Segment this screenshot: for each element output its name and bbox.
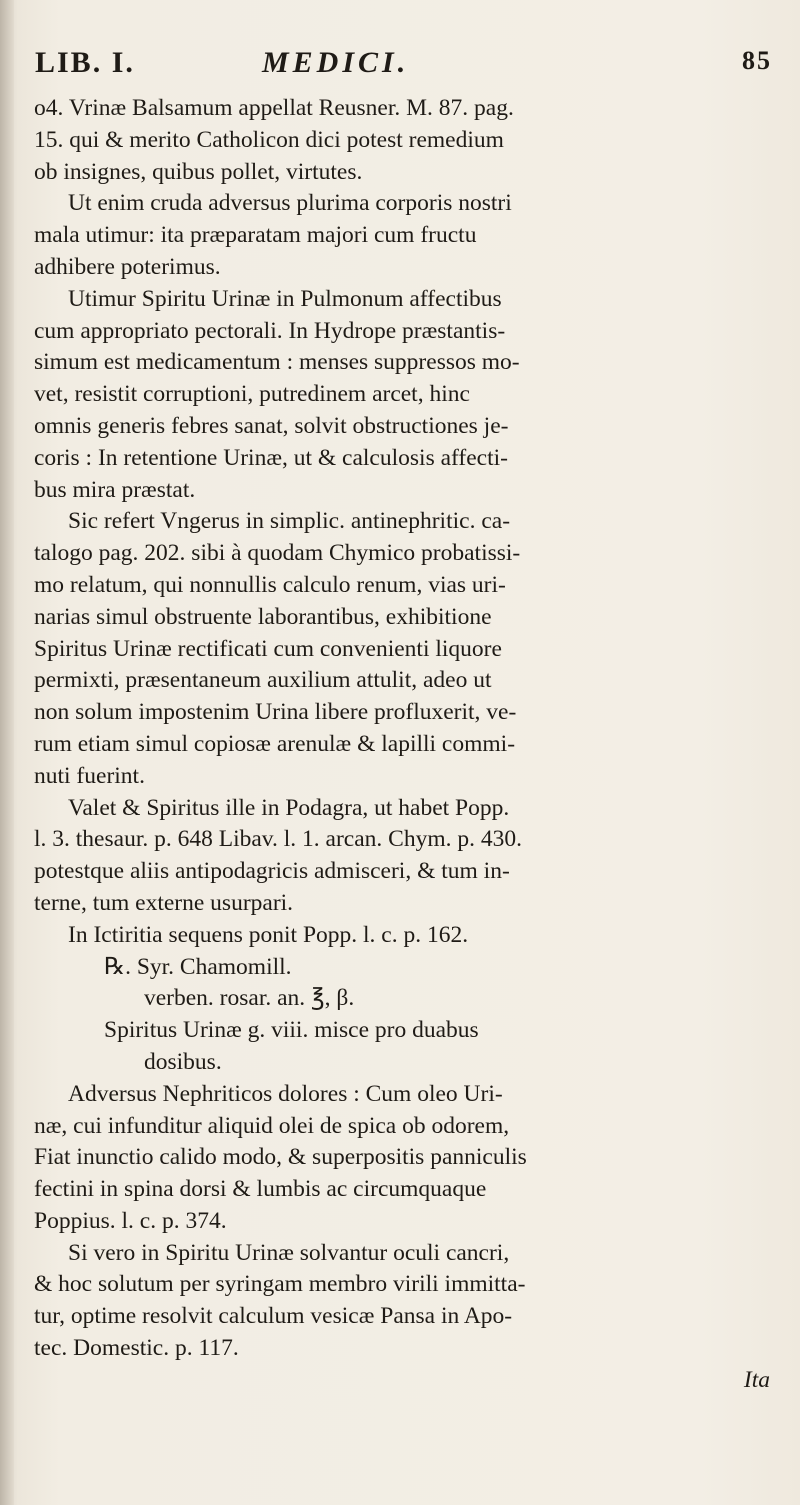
running-head-book: LIB. I.: [35, 46, 135, 79]
recipe-line: dosibus.: [144, 1048, 222, 1075]
recipe-line: ℞. Syr. Chamomill.: [104, 953, 292, 980]
text-line: Fiat inunctio calido modo, & superpositis panniculis: [34, 1144, 527, 1171]
text-line: adhibere poterimus.: [34, 253, 221, 280]
page-gutter-shadow: [0, 0, 14, 1505]
text-line: terne, tum externe usurpari.: [34, 889, 294, 916]
text-line: Utimur Spiritu Urinæ in Pulmonum affectibus: [68, 285, 502, 312]
text-line: tur, optime resolvit calculum vesicæ Pansa in Apo-: [34, 1303, 513, 1330]
catchword: Ita: [743, 1366, 770, 1393]
body-text: [34, 93, 786, 1397]
text-line: coris : In retentione Urinæ, ut & calculosis affecti-: [34, 444, 508, 471]
text-line: o4. Vrinæ Balsamum appellat Reusner. M. 87. pag.: [34, 95, 514, 121]
page-number: 85: [742, 46, 772, 75]
text-line: Poppius. l. c. p. 374.: [34, 1207, 227, 1234]
text-line: In Ictiritia sequens ponit Popp. l. c. p. 162.: [68, 921, 469, 948]
running-head-title: MEDICI.: [262, 46, 410, 79]
text-line: mo relatum, qui nonnullis calculo renum, vias uri-: [34, 571, 506, 598]
text-line: rum etiam simul copiosæ arenulæ & lapilli commi-: [34, 730, 516, 757]
text-line: Sic refert Vngerus in simplic. antinephritic. ca-: [68, 508, 511, 535]
text-line: næ, cui infunditur aliquid olei de spica ob odorem,: [34, 1112, 510, 1139]
text-line: cum appropriato pectorali. In Hydrope præstantis-: [34, 317, 506, 344]
text-line: l. 3. thesaur. p. 648 Libav. l. 1. arcan. Chym. p. 430.: [34, 826, 522, 853]
text-line: talogo pag. 202. sibi à quodam Chymico probatissi-: [34, 540, 521, 567]
text-line: ob insignes, quibus pollet, virtutes.: [34, 158, 363, 185]
text-line: nuti fuerint.: [34, 762, 145, 789]
running-head: [0, 46, 800, 92]
text-line: Spiritus Urinæ rectificati cum convenienti liquore: [34, 635, 502, 662]
text-line: bus mira præstat.: [34, 476, 196, 503]
text-line: non solum impostenim Urina libere profluxerit, ve-: [34, 699, 517, 726]
text-line: permixti, præsentaneum auxilium attulit, adeo ut: [34, 667, 492, 694]
text-line: Adversus Nephriticos dolores : Cum oleo Uri-: [68, 1080, 503, 1107]
text-line: narias simul obstruente laborantibus, exhibitione: [34, 603, 492, 630]
text-line: fectini in spina dorsi & lumbis ac circumquaque: [34, 1176, 487, 1203]
recipe-line: Spiritus Urinæ g. viii. misce pro duabus: [104, 1017, 479, 1044]
text-line: omnis generis febres sanat, solvit obstructiones je-: [34, 412, 509, 439]
text-line: tec. Domestic. p. 117.: [34, 1335, 239, 1362]
text-line: simum est medicamentum : menses suppressos mo-: [34, 349, 520, 376]
recipe-line: verben. rosar. an. ℥, β.: [144, 985, 355, 1012]
text-line: vet, resistit corruptioni, putredinem arcet, hinc: [34, 381, 470, 408]
text-line: Valet & Spiritus ille in Podagra, ut habet Popp.: [68, 794, 510, 821]
text-line: mala utimur: ita præparatam majori cum fructu: [34, 222, 477, 249]
text-line: Ut enim cruda adversus plurima corporis nostri: [68, 190, 512, 217]
text-line: potestque aliis antipodagricis admisceri, & tum in-: [34, 858, 510, 885]
text-line: Si vero in Spiritu Urinæ solvantur oculi cancri,: [68, 1239, 510, 1266]
text-line: 15. qui & merito Catholicon dici potest remedium: [34, 126, 504, 153]
text-line: & hoc solutum per syringam membro virili immitta-: [34, 1271, 526, 1298]
